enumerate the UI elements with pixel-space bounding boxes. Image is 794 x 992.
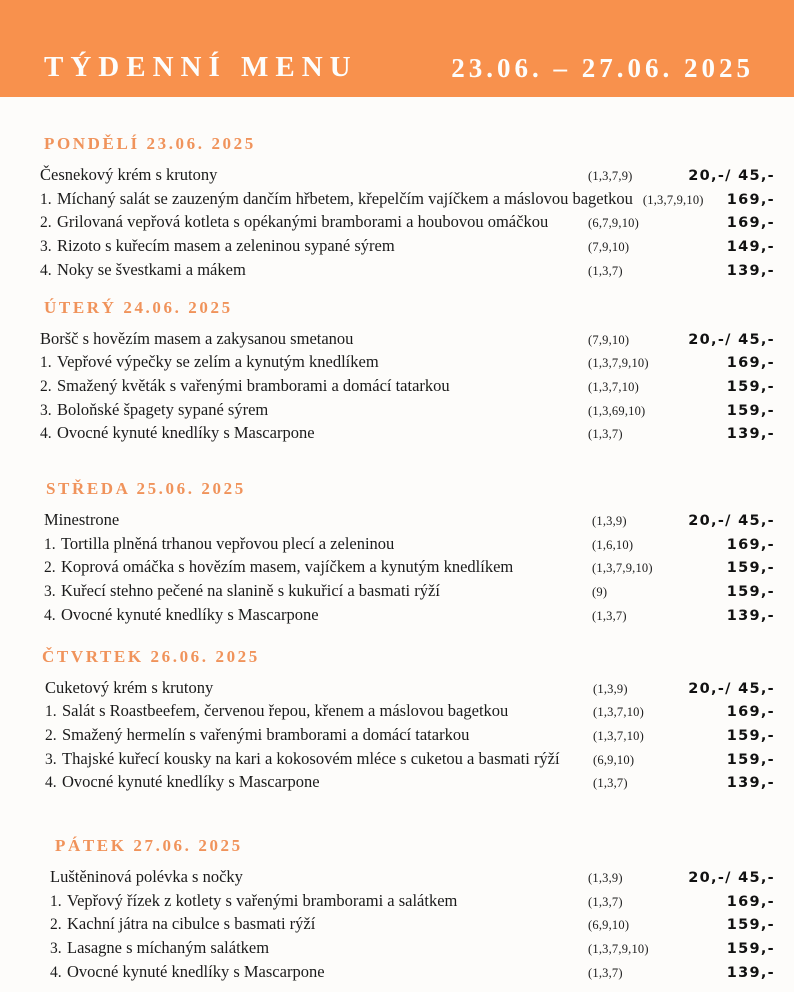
- dish-name: Ovocné kynuté knedlíky s Mascarpone: [61, 604, 319, 624]
- dish-cell: [40, 375, 588, 398]
- dish-cell: [45, 700, 593, 723]
- dish-name: Tortilla plněná trhanou vepřovou plecí a zeleninou: [61, 533, 395, 553]
- item-number: 2.: [45, 726, 57, 744]
- dish-cell: [45, 724, 593, 747]
- allergen-codes: (1,3,7): [588, 263, 623, 278]
- price: 159,-: [726, 402, 775, 419]
- dish-cell: [44, 533, 592, 556]
- dish-name: Míchaný salát se zauzeným dančím hřbetem, křepelčím vajíčkem a máslovou bagetkou: [57, 188, 633, 208]
- dish-name: Lasagne s míchaným salátkem: [67, 938, 270, 958]
- dish-cell: [40, 235, 588, 258]
- menu-item-row: [40, 188, 775, 212]
- item-number: 1.: [44, 535, 56, 553]
- dish-cell: [50, 961, 588, 984]
- allergen-codes: (1,3,7): [588, 894, 623, 909]
- dish-name: Thajské kuřecí kousky na kari a kokosovém mléce s cuketou a basmati rýží: [62, 748, 560, 768]
- price: 159,-: [726, 751, 775, 768]
- day-items: [40, 164, 775, 283]
- dish-cell: [40, 351, 588, 374]
- dish-name: Minestrone: [44, 510, 120, 530]
- allergen-codes: (1,3,7,9): [588, 169, 633, 183]
- day-heading: PÁTEK 27.06. 2025: [55, 836, 243, 856]
- item-number: 2.: [40, 214, 52, 232]
- menu-item-row: [40, 509, 775, 533]
- dish-cell: [40, 259, 588, 282]
- price: 169,-: [726, 893, 775, 910]
- price: 159,-: [726, 727, 775, 744]
- allergen-codes: (9): [592, 585, 608, 600]
- price: 149,-: [726, 239, 775, 256]
- menu-item-row: [40, 422, 775, 446]
- menu-item-row: [40, 235, 775, 259]
- day-section: [40, 478, 775, 628]
- dish-name: Smažený květák s vařenými bramborami a domácí tatarkou: [57, 375, 450, 395]
- item-number: 3.: [50, 940, 62, 958]
- allergen-codes: (1,3,9): [593, 681, 628, 696]
- page-title: TÝDENNÍ MENU: [44, 51, 358, 83]
- menu-item-row: [40, 913, 775, 937]
- day-items: [40, 677, 775, 796]
- menu-item-row: [40, 677, 775, 701]
- menu-item-row: [40, 259, 775, 283]
- item-number: 1.: [50, 892, 62, 910]
- item-number: 3.: [40, 401, 52, 419]
- dish-name: Rizoto s kuřecím masem a zeleninou sypané sýrem: [57, 236, 395, 256]
- menu-item-row: [40, 771, 775, 795]
- allergen-codes: (1,3,69,10): [588, 403, 646, 418]
- dish-cell: [44, 604, 592, 627]
- dish-cell: [40, 164, 588, 186]
- dish-name: Cuketový krém s krutony: [45, 677, 214, 697]
- price: 169,-: [726, 215, 775, 232]
- price: 159,-: [726, 560, 775, 577]
- day-items: [40, 866, 775, 985]
- allergen-codes: (6,9,10): [593, 752, 635, 767]
- allergen-codes: (1,3,9): [588, 871, 623, 886]
- dish-cell: [40, 399, 588, 422]
- price: 139,-: [726, 426, 775, 443]
- day-section: [40, 133, 775, 283]
- item-number: 4.: [40, 425, 52, 443]
- allergen-codes: (1,3,7,9,10): [588, 942, 649, 957]
- menu-item-row: [40, 961, 775, 985]
- dish-name: Ovocné kynuté knedlíky s Mascarpone: [67, 961, 325, 981]
- allergen-codes: (1,3,7,9,10): [642, 192, 704, 207]
- allergen-codes: (1,3,7,10): [593, 705, 644, 720]
- price: 139,-: [726, 775, 775, 792]
- menu-item-row: [40, 580, 775, 604]
- dish-name: Salát s Roastbeefem, červenou řepou, křenem a máslovou bagetkou: [62, 701, 509, 721]
- dish-cell: [45, 771, 593, 794]
- dish-name: Noky se švestkami a mákem: [57, 259, 246, 279]
- item-number: 3.: [44, 583, 56, 601]
- dish-name: Vepřové výpečky se zelím a kynutým knedlíkem: [57, 352, 379, 372]
- allergen-codes: (1,3,7): [588, 965, 623, 980]
- item-number: 1.: [45, 703, 57, 721]
- dish-cell: [50, 913, 588, 936]
- price: 159,-: [726, 378, 775, 395]
- item-number: 4.: [45, 774, 57, 792]
- item-number: 1.: [40, 190, 52, 208]
- menu-item-row: [40, 866, 775, 890]
- allergen-codes: (7,9,10): [588, 332, 630, 347]
- dish-cell: [44, 580, 592, 603]
- menu-item-row: [40, 164, 775, 188]
- dish-name: Boršč s hovězím masem a zakysanou smetanou: [40, 328, 354, 348]
- menu-item-row: [40, 604, 775, 628]
- price: 139,-: [726, 607, 775, 624]
- menu-item-row: [40, 375, 775, 399]
- date-range: 23.06. – 27.06. 2025: [451, 53, 754, 83]
- item-number: 4.: [44, 606, 56, 624]
- dish-name: Ovocné kynuté knedlíky s Mascarpone: [62, 772, 320, 792]
- dish-cell: [44, 509, 592, 531]
- dish-name: Česnekový krém s krutony: [40, 165, 218, 184]
- dish-name: Grilovaná vepřová kotleta s opékanými bramborami a houbovou omáčkou: [57, 212, 549, 232]
- menu-item-row: [40, 328, 775, 352]
- day-section: [40, 297, 775, 447]
- dish-name: Kuřecí stehno pečené na slanině s kukuřicí a basmati rýží: [61, 581, 440, 601]
- item-number: 4.: [40, 261, 52, 279]
- price: 169,-: [726, 191, 775, 208]
- menu-item-row: [40, 351, 775, 375]
- price: 139,-: [726, 262, 775, 279]
- dish-cell: [40, 188, 643, 211]
- allergen-codes: (6,7,9,10): [588, 216, 639, 231]
- dish-name: Luštěninová polévka s nočky: [50, 867, 243, 887]
- price: 20,-/ 45,-: [688, 168, 775, 184]
- dish-cell: [50, 890, 588, 913]
- allergen-codes: (1,3,7,10): [588, 379, 639, 394]
- dish-name: Koprová omáčka s hovězím masem, vajíčkem a kynutým knedlíkem: [61, 557, 514, 577]
- dish-name: Boloňské špagety sypané sýrem: [57, 399, 269, 419]
- item-number: 1.: [40, 354, 52, 372]
- allergen-codes: (1,3,7,10): [593, 728, 644, 743]
- menu-item-row: [40, 890, 775, 914]
- dish-cell: [45, 748, 593, 771]
- price: 20,-/ 45,-: [688, 513, 775, 530]
- menu-item-row: [40, 533, 775, 557]
- allergen-codes: (1,3,7,9,10): [588, 356, 649, 371]
- allergen-codes: (1,3,7): [593, 776, 628, 791]
- price: 20,-/ 45,-: [688, 680, 775, 697]
- menu-item-row: [40, 556, 775, 580]
- allergen-codes: (6,9,10): [588, 918, 630, 933]
- day-heading: STŘEDA 25.06. 2025: [46, 479, 246, 499]
- dish-cell: [50, 866, 588, 888]
- allergen-codes: (1,6,10): [592, 537, 634, 552]
- allergen-codes: (1,3,9): [592, 514, 627, 529]
- day-section: [40, 835, 775, 985]
- dish-cell: [40, 328, 588, 350]
- dish-cell: [40, 422, 588, 445]
- dish-name: Kachní játra na cibulce s basmati rýží: [67, 914, 316, 934]
- price: 20,-/ 45,-: [688, 870, 775, 887]
- dish-name: Smažený hermelín s vařenými bramborami a domácí tatarkou: [62, 724, 470, 744]
- menu-item-row: [40, 700, 775, 724]
- weekly-menu: [0, 97, 794, 985]
- day-heading: PONDĚLÍ 23.06. 2025: [44, 134, 256, 153]
- price: 20,-/ 45,-: [688, 331, 775, 348]
- price: 159,-: [726, 917, 775, 934]
- item-number: 2.: [44, 559, 56, 577]
- day-heading: ČTVRTEK 26.06. 2025: [42, 646, 260, 666]
- price: 159,-: [726, 584, 775, 601]
- menu-banner: [0, 0, 794, 97]
- day-heading: ÚTERÝ 24.06. 2025: [44, 297, 233, 317]
- price: 159,-: [726, 941, 775, 958]
- allergen-codes: (7,9,10): [588, 240, 630, 255]
- item-number: 2.: [50, 916, 62, 934]
- price: 169,-: [726, 355, 775, 372]
- menu-item-row: [40, 937, 775, 961]
- item-number: 4.: [50, 963, 62, 981]
- day-items: [40, 509, 775, 628]
- day-section: [40, 646, 775, 796]
- dish-cell: [45, 677, 593, 699]
- price: 169,-: [726, 704, 775, 721]
- price: 169,-: [726, 536, 775, 553]
- menu-item-row: [40, 211, 775, 235]
- dish-cell: [44, 556, 592, 579]
- dish-cell: [40, 211, 588, 234]
- dish-name: Vepřový řízek z kotlety s vařenými bramborami a salátkem: [67, 890, 458, 910]
- menu-item-row: [40, 399, 775, 423]
- day-items: [40, 328, 775, 447]
- item-number: 3.: [45, 750, 57, 768]
- allergen-codes: (1,3,7): [592, 608, 627, 623]
- allergen-codes: (1,3,7): [588, 427, 623, 442]
- dish-name: Ovocné kynuté knedlíky s Mascarpone: [57, 423, 315, 443]
- item-number: 2.: [40, 377, 52, 395]
- item-number: 3.: [40, 238, 52, 256]
- menu-item-row: [40, 724, 775, 748]
- price: 139,-: [726, 964, 775, 981]
- dish-cell: [50, 937, 588, 960]
- allergen-codes: (1,3,7,9,10): [592, 561, 653, 576]
- menu-item-row: [40, 748, 775, 772]
